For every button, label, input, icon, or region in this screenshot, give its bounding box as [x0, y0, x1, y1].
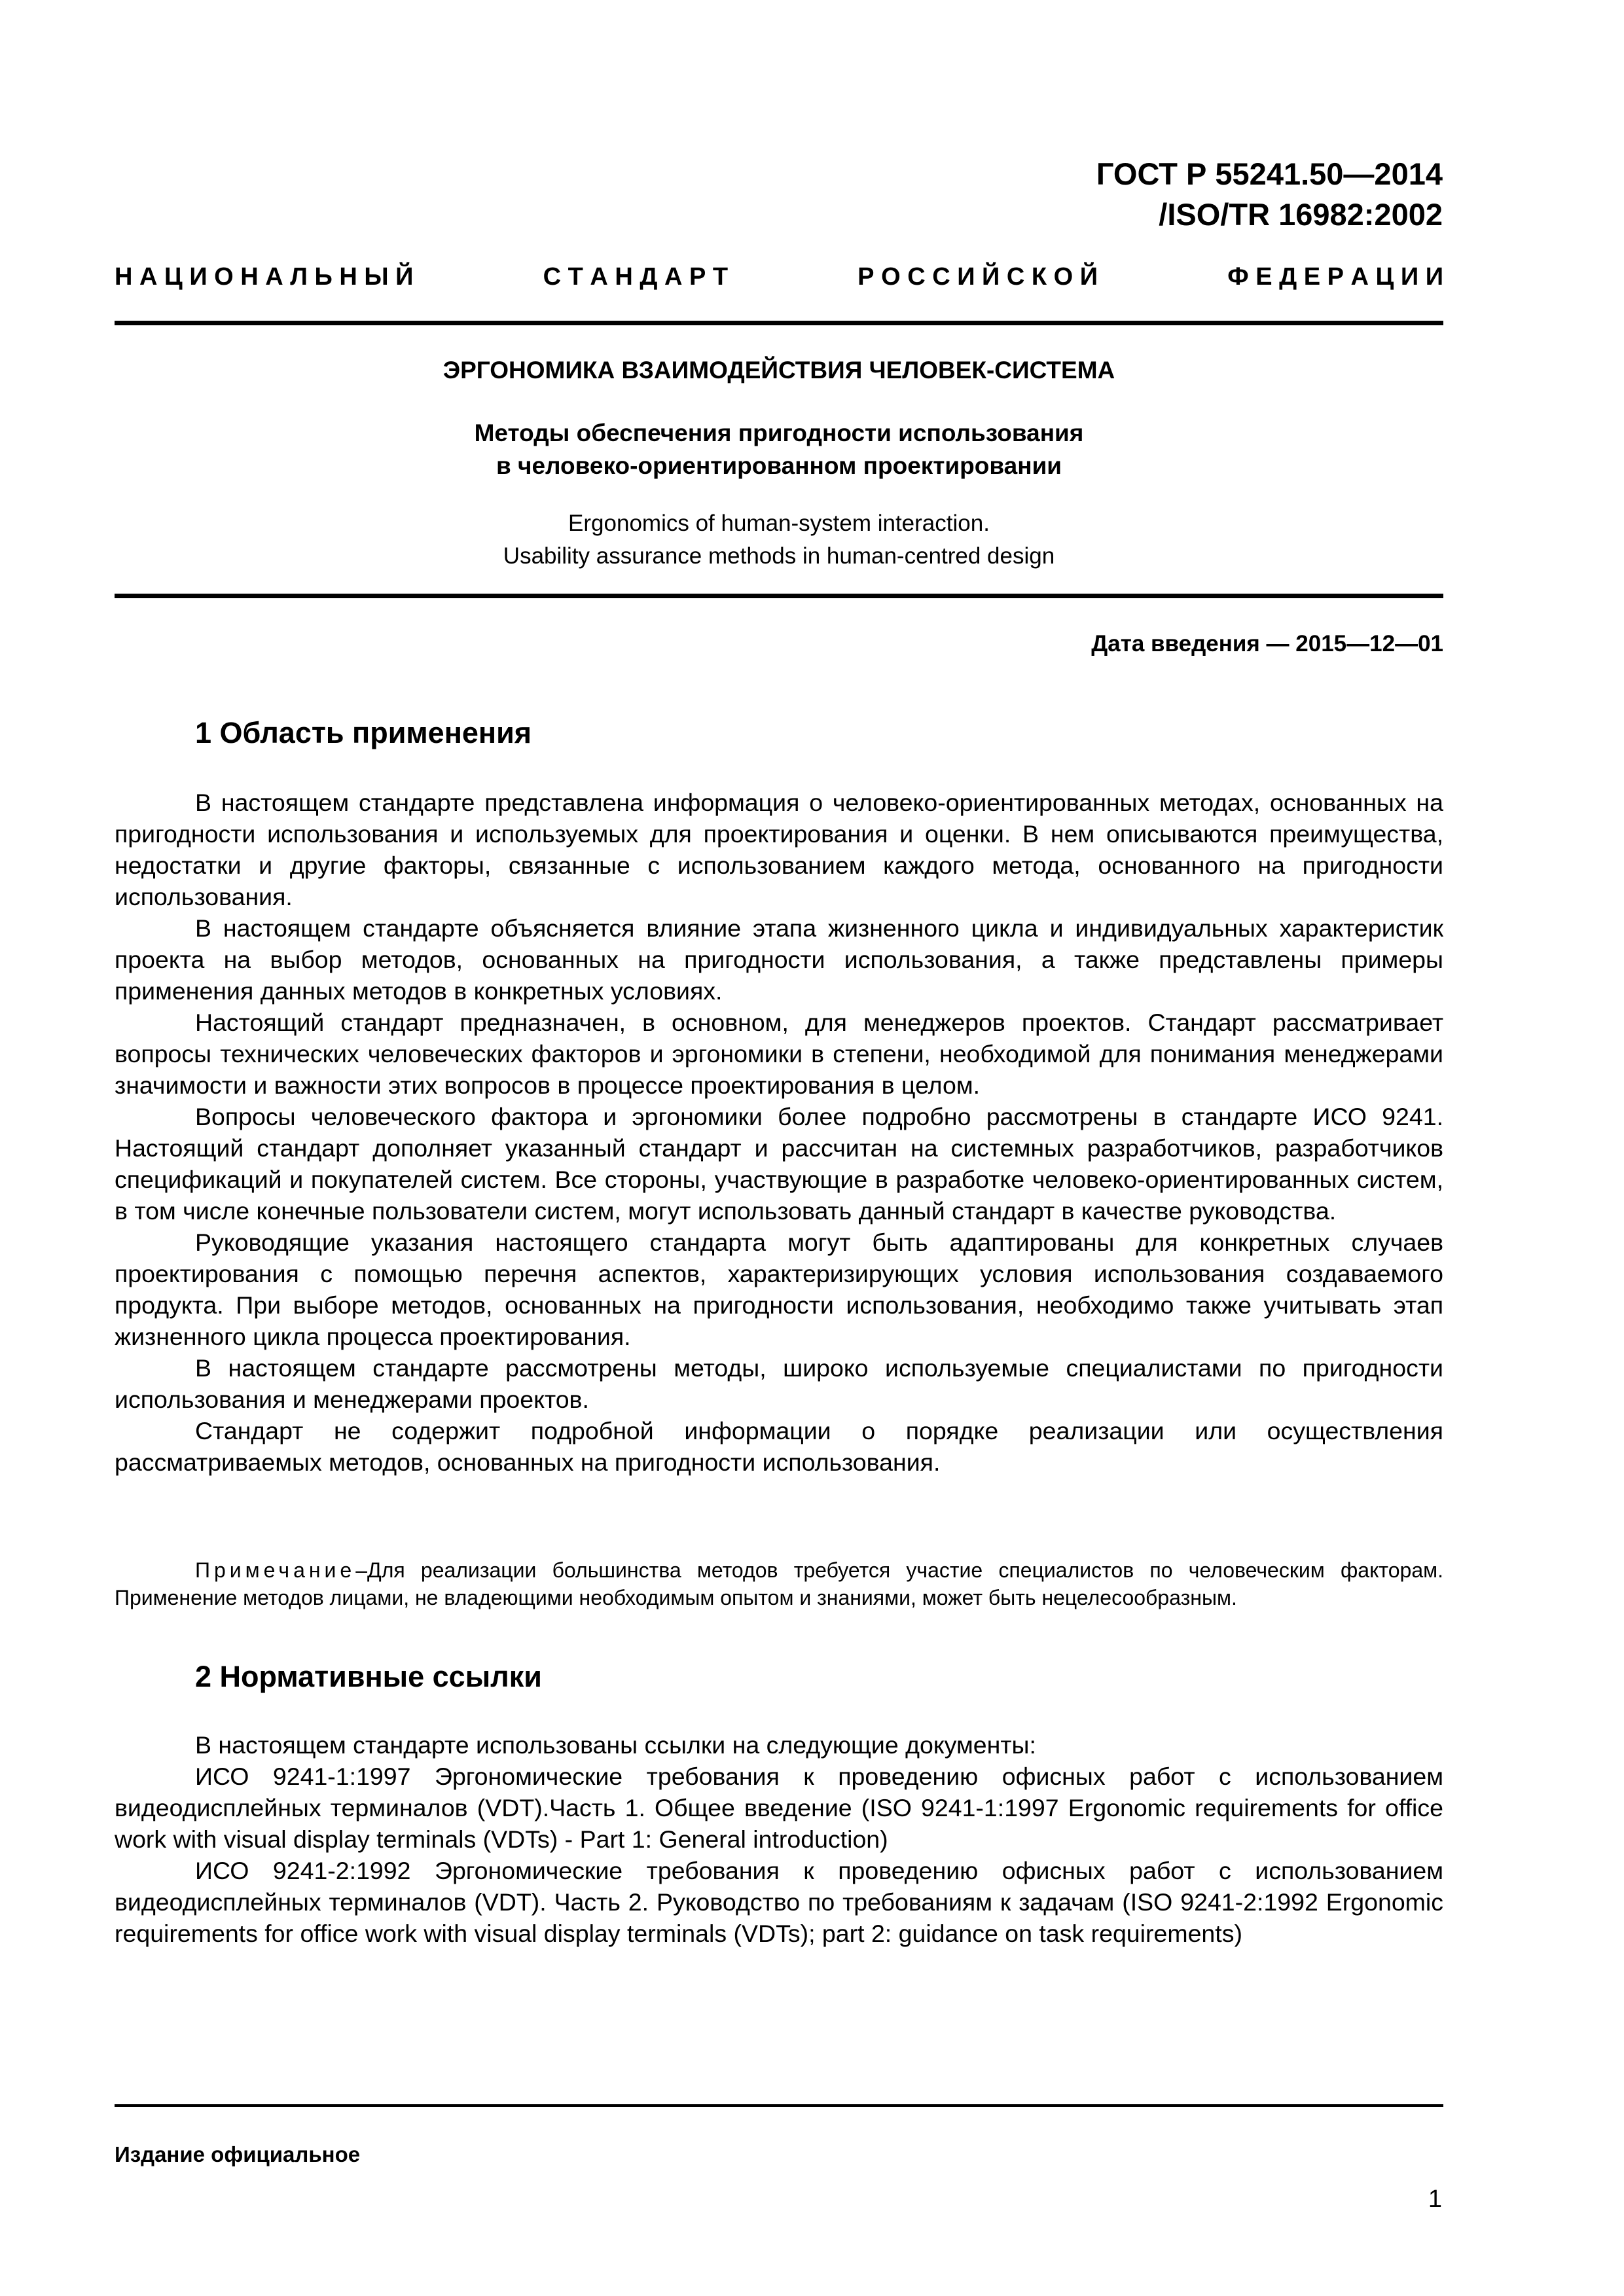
subtitle-line-2: в человеко-ориентированном проектировании [496, 452, 1062, 479]
paragraph: В настоящем стандарте использованы ссылки на следующие документы: [195, 1731, 1036, 1759]
title-divider [115, 594, 1443, 598]
banner-word-1: Н А Ц И О Н А Л Ь Н Ы Й [115, 263, 414, 291]
introduction-date: Дата введения — 2015—12—01 [1091, 631, 1443, 656]
banner-word-2: С Т А Н Д А Р Т [543, 263, 729, 291]
paragraph: Настоящий стандарт предназначен, в основном, для менеджеров проектов. Стандарт рассматривает вопросы технических человеческих факторов и эргономики в степени, необходимой для понимания менеджерами значимости и важности этих вопросов в процессе проектирования в целом. [115, 1009, 1443, 1099]
paragraph: В настоящем стандарте представлена информация о человеко-ориентированных методах, основанных на пригодности использования и используемых для проектирования и оценки. В нем описываются преимущества, недостатки и другие факторы, связанные с использованием каждого метода, основанного на пригодности использования. [115, 789, 1443, 910]
paragraph: Руководящие указания настоящего стандарта могут быть адаптированы для конкретных случаев проектирования с помощью перечня аспектов, характеризирующих условия использования создаваемого продукта. При выборе методов, основанных на пригодности использования, необходимо также учитывать этап жизненного цикла процесса проектирования. [115, 1229, 1443, 1350]
document-title: ЭРГОНОМИКА ВЗАИМОДЕЙСТВИЯ ЧЕЛОВЕК-СИСТЕМА [442, 357, 1115, 384]
page-number: 1 [1428, 2185, 1442, 2213]
note-text: –Для реализации большинства методов требуется участие специалистов по человеческим факторам. Применение методов лицами, не владеющими необходимым опытом и знаниями, может быть нецелесообразным. [115, 1558, 1443, 1609]
english-title-line-1: Ergonomics of human-system interaction. [568, 511, 990, 536]
banner-word-4: Ф Е Д Е Р А Ц И И [1227, 263, 1444, 291]
reference-item: ИСО 9241-1:1997 Эргономические требования к проведению офисных работ с использованием видеодисплейных терминалов (VDT).Часть 1. Общее введение (ISO 9241-1:1997 Ergonomic requirements for office work with visual display terminals (VDTs) - Part 1: General introduction) [115, 1763, 1443, 1853]
standard-number-gost: ГОСТ Р 55241.50—2014 [1096, 156, 1443, 191]
subtitle-line-1: Методы обеспечения пригодности использования [474, 420, 1084, 446]
standard-number [1096, 154, 1443, 235]
paragraph: В настоящем стандарте рассмотрены методы, широко используемые специалистами по пригодности использования и менеджерами проектов. [115, 1354, 1443, 1413]
header-divider [115, 321, 1443, 325]
section-2-body [115, 1729, 1443, 1949]
english-title [115, 507, 1443, 573]
paragraph: Вопросы человеческого фактора и эргономики более подробно рассмотрены в стандарте ИСО 9241. Настоящий стандарт дополняет указанный стандарт и рассчитан на системных разработчиков, разработчиков спецификаций и покупателей систем. Все стороны, участвующие в разработке человеко-ориентированных систем, в том числе конечные пользователи систем, могут использовать данный стандарт в качестве руководства. [115, 1103, 1443, 1225]
footer-divider [115, 2104, 1443, 2107]
note-label: Примечание [195, 1558, 356, 1582]
banner-word-3: Р О С С И Й С К О Й [857, 263, 1098, 291]
section-2-heading: 2 Нормативные ссылки [195, 1660, 542, 1693]
note [115, 1556, 1443, 1611]
english-title-line-2: Usability assurance methods in human-centred design [503, 543, 1055, 569]
document-subtitle [115, 417, 1443, 482]
paragraph: В настоящем стандарте объясняется влияние этапа жизненного цикла и индивидуальных характеристик проекта на выбор методов, основанных на пригодности использования, а также представлены примеры применения данных методов в конкретных условиях. [115, 914, 1443, 1005]
standard-number-iso: /ISO/TR 16982:2002 [1159, 197, 1443, 232]
national-standard-banner [115, 260, 1443, 293]
official-edition-label: Издание официальное [115, 2142, 361, 2166]
section-1-body [115, 787, 1443, 1478]
paragraph: Стандарт не содержит подробной информации о порядке реализации или осуществления рассматриваемых методов, основанных на пригодности использования. [115, 1417, 1443, 1476]
section-1-heading: 1 Область применения [195, 716, 532, 749]
reference-item: ИСО 9241-2:1992 Эргономические требования к проведению офисных работ с использованием видеодисплейных терминалов (VDT). Часть 2. Руководство по требованиям к задачам (ISO 9241-2:1992 Ergonomic requirements for office work with visual display terminals (VDTs); part 2: guidance on task requirements) [115, 1857, 1443, 1947]
